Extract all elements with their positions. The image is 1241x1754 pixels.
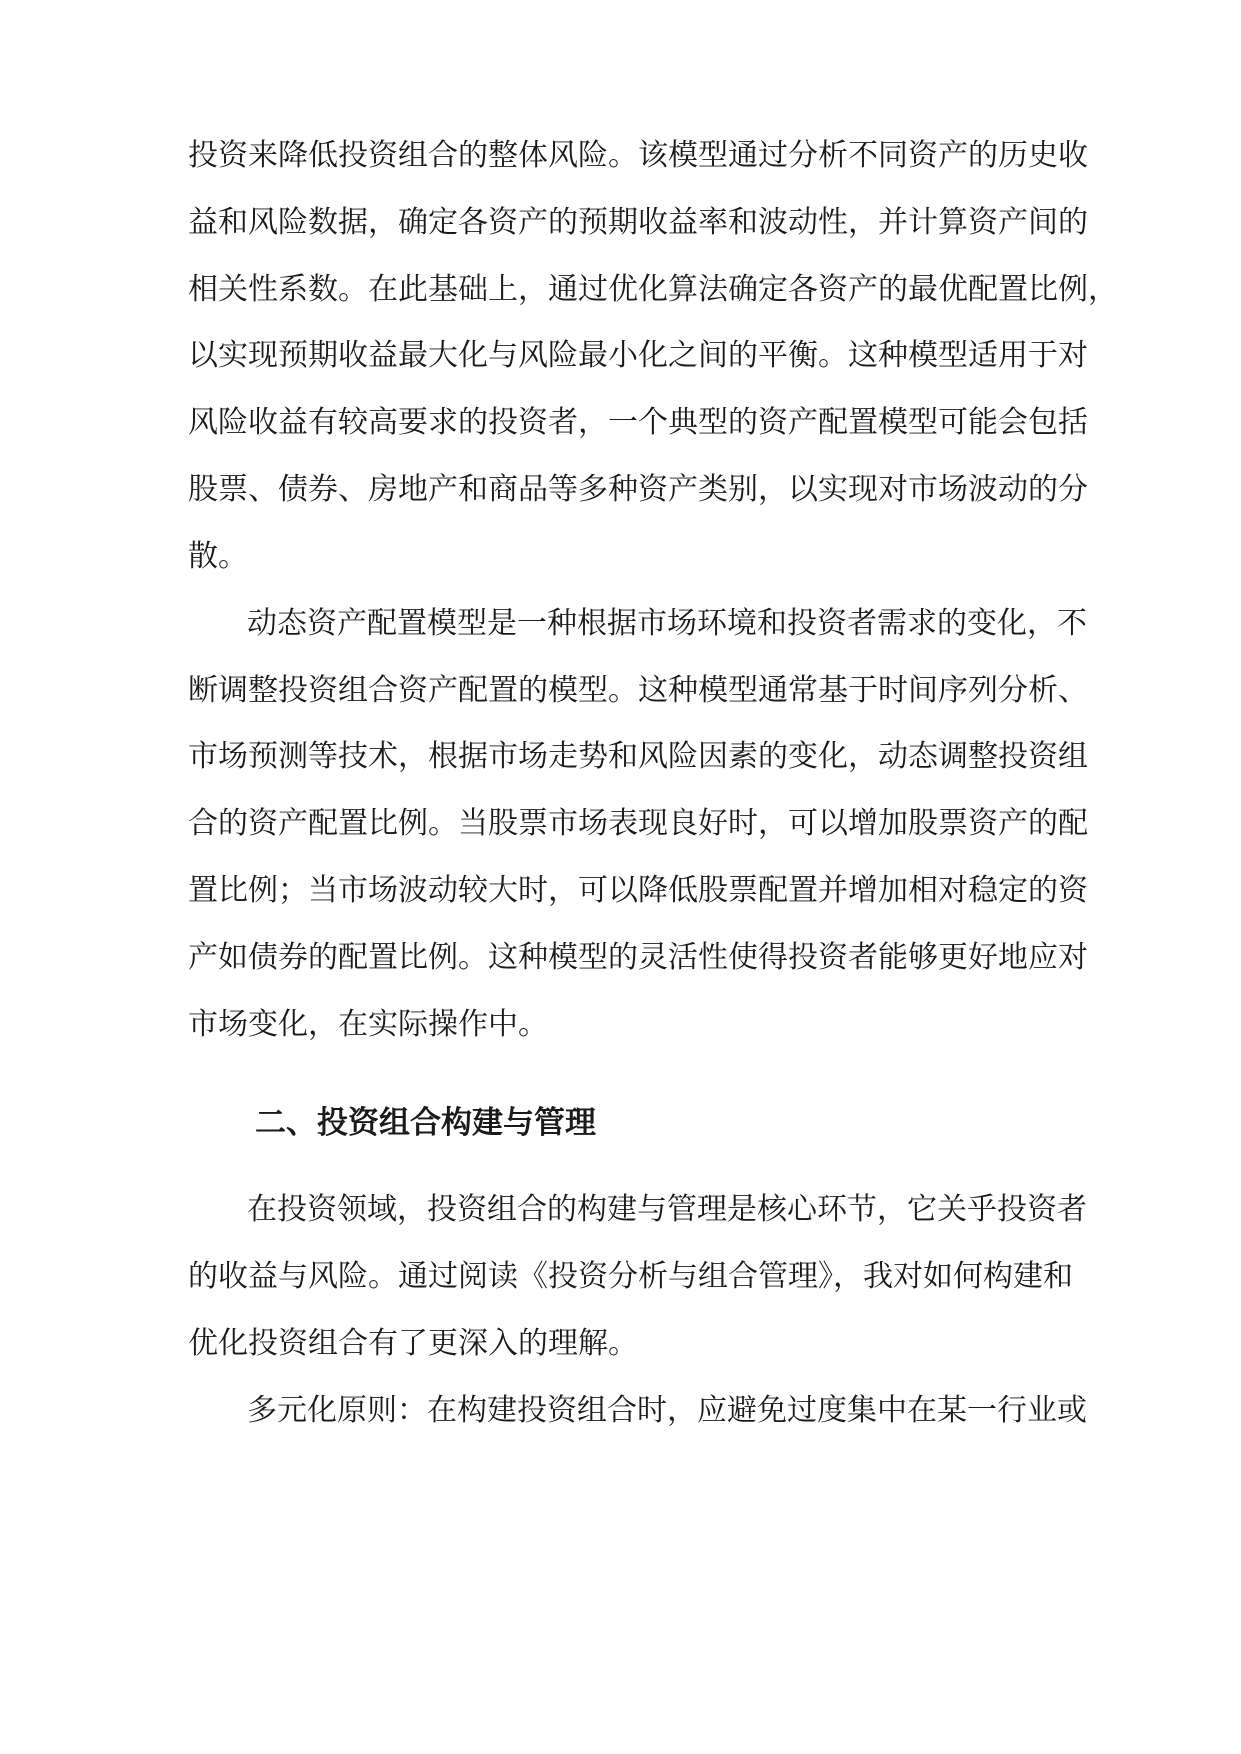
- paragraph-line: 相关性系数。在此基础上，通过优化算法确定各资产的最优配置比例，: [188, 272, 1118, 307]
- paragraph-line: 投资来降低投资组合的整体风险。该模型通过分析不同资产的历史收: [188, 138, 1088, 173]
- paragraph-line: 益和风险数据，确定各资产的预期收益率和波动性，并计算资产间的: [188, 205, 1088, 240]
- paragraph-line: 以实现预期收益最大化与风险最小化之间的平衡。这种模型适用于对: [188, 338, 1088, 373]
- section-heading: 二、投资组合构建与管理: [255, 1105, 596, 1141]
- paragraph-line: 动态资产配置模型是一种根据市场环境和投资者需求的变化，不: [247, 606, 1087, 641]
- paragraph-line: 优化投资组合有了更深入的理解。: [188, 1326, 638, 1361]
- paragraph-line: 的收益与风险。通过阅读《投资分析与组合管理》，我对如何构建和: [188, 1259, 1073, 1294]
- paragraph-line: 产如债券的配置比例。这种模型的灵活性使得投资者能够更好地应对: [188, 940, 1088, 975]
- paragraph-line: 市场变化，在实际操作中。: [188, 1007, 548, 1042]
- paragraph-line: 市场预测等技术，根据市场走势和风险因素的变化，动态调整投资组: [188, 739, 1088, 774]
- paragraph-line: 合的资产配置比例。当股票市场表现良好时，可以增加股票资产的配: [188, 806, 1088, 841]
- paragraph-line: 多元化原则：在构建投资组合时，应避免过度集中在某一行业或: [247, 1393, 1087, 1428]
- paragraph-line: 在投资领域，投资组合的构建与管理是核心环节，它关乎投资者: [247, 1192, 1087, 1227]
- paragraph-line: 风险收益有较高要求的投资者，一个典型的资产配置模型可能会包括: [188, 405, 1088, 440]
- paragraph-line: 股票、债券、房地产和商品等多种资产类别，以实现对市场波动的分: [188, 472, 1088, 507]
- paragraph-line: 断调整投资组合资产配置的模型。这种模型通常基于时间序列分析、: [188, 673, 1088, 708]
- paragraph-line: 置比例；当市场波动较大时，可以降低股票配置并增加相对稳定的资: [188, 873, 1088, 908]
- paragraph-line: 散。: [188, 539, 248, 574]
